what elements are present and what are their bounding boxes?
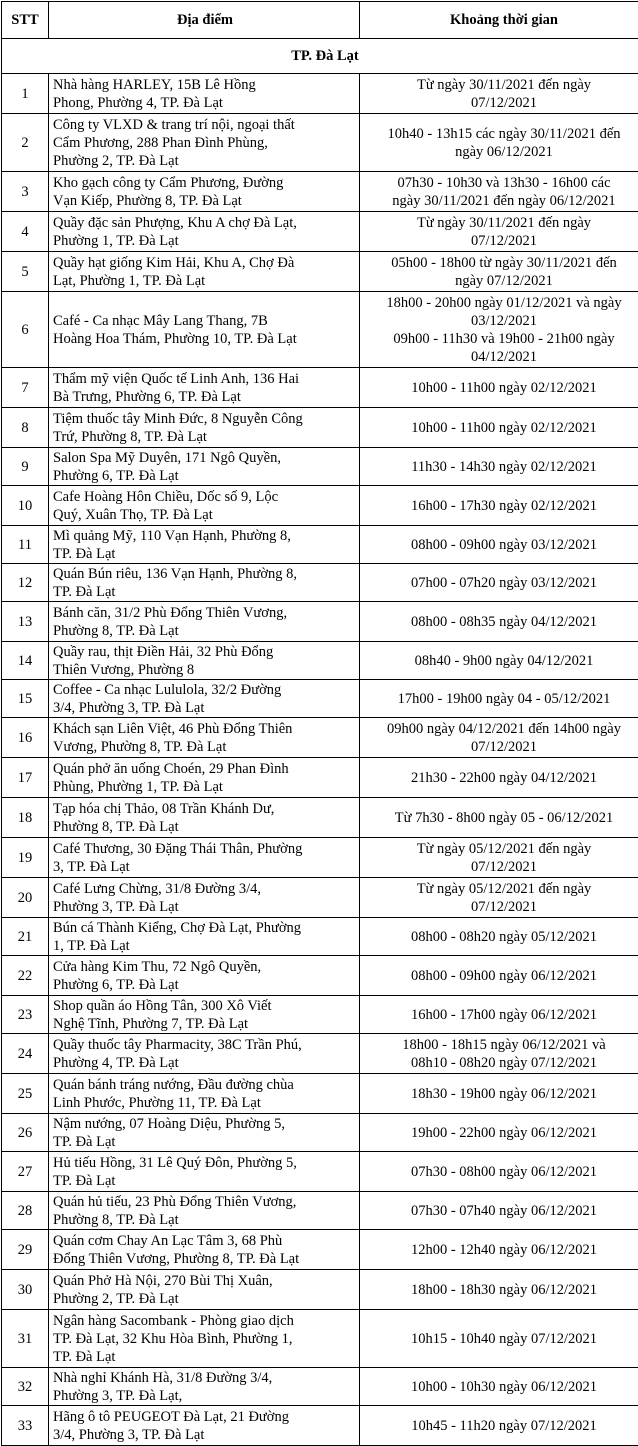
row-time	[360, 292, 638, 368]
row-time	[360, 408, 638, 448]
table-row	[2, 1192, 638, 1230]
location-line: Cafe Hoàng Hôn Chiều, Dốc số 9, Lộc	[53, 488, 357, 506]
row-time	[360, 486, 638, 526]
location-line: Cẩm Phương, 288 Phan Đình Phùng,	[53, 134, 357, 152]
time-line: 07/12/2021	[362, 898, 638, 916]
location-line: 3/4, Phường 3, TP. Đà Lạt	[53, 1426, 357, 1444]
row-location	[49, 718, 360, 758]
time-line: ngày 07/12/2021	[362, 272, 638, 290]
row-stt: 26	[2, 1114, 49, 1152]
row-location	[49, 602, 360, 642]
time-line: 18h00 - 20h00 ngày 01/12/2021 và ngày	[362, 294, 638, 312]
location-line: Quầy hạt giống Kim Hải, Khu A, Chợ Đà	[53, 254, 357, 272]
location-line: Phường 6, TP. Đà Lạt	[53, 976, 357, 994]
table-row	[2, 956, 638, 996]
row-time	[360, 956, 638, 996]
location-line: Phường 8, TP. Đà Lạt	[53, 1211, 357, 1229]
location-line: Phường 3, TP. Đà Lạt,	[53, 1387, 357, 1405]
row-time	[360, 252, 638, 292]
time-line: 07h30 - 07h40 ngày 06/12/2021	[362, 1202, 638, 1220]
row-stt: 33	[2, 1406, 49, 1446]
table-row	[2, 1310, 638, 1368]
location-line: TP. Đà Lạt, 32 Khu Hòa Bình, Phường 1,	[53, 1330, 357, 1348]
row-location	[49, 1368, 360, 1406]
time-line: 10h15 - 10h40 ngày 07/12/2021	[362, 1330, 638, 1348]
time-line: Từ ngày 30/11/2021 đến ngày	[362, 214, 638, 232]
row-location	[49, 1310, 360, 1368]
row-time	[360, 448, 638, 486]
location-line: Phong, Phường 4, TP. Đà Lạt	[53, 94, 357, 112]
table-row	[2, 838, 638, 878]
table-row	[2, 252, 638, 292]
row-time	[360, 368, 638, 408]
row-location	[49, 996, 360, 1034]
time-line: 10h40 - 13h15 các ngày 30/11/2021 đến	[362, 125, 638, 143]
row-time	[360, 680, 638, 718]
row-location	[49, 758, 360, 798]
row-time	[360, 602, 638, 642]
row-stt: 17	[2, 758, 49, 798]
row-stt: 29	[2, 1230, 49, 1270]
row-stt: 24	[2, 1034, 49, 1074]
row-stt: 14	[2, 642, 49, 680]
table-row	[2, 642, 638, 680]
location-line: Nhà nghỉ Khánh Hà, 31/8 Đường 3/4,	[53, 1369, 357, 1387]
location-line: Mì quảng Mỹ, 110 Vạn Hạnh, Phường 8,	[53, 527, 357, 545]
location-line: Quầy đặc sản Phượng, Khu A chợ Đà Lạt,	[53, 214, 357, 232]
row-time	[360, 1152, 638, 1192]
row-stt: 1	[2, 74, 49, 114]
location-line: Linh Phước, Phường 11, TP. Đà Lạt	[53, 1094, 357, 1112]
table-row	[2, 172, 638, 212]
time-line: 07h00 - 07h20 ngày 03/12/2021	[362, 574, 638, 592]
time-line: 09h00 ngày 04/12/2021 đến 14h00 ngày	[362, 720, 638, 738]
table-row	[2, 114, 638, 172]
location-line: Phùng, Phường 1, TP. Đà Lạt	[53, 778, 357, 796]
row-location	[49, 408, 360, 448]
row-location	[49, 642, 360, 680]
time-line: 18h00 - 18h30 ngày 06/12/2021	[362, 1281, 638, 1299]
table-row	[2, 368, 638, 408]
time-line: Từ ngày 30/11/2021 đến ngày	[362, 76, 638, 94]
row-time	[360, 996, 638, 1034]
table-row	[2, 1230, 638, 1270]
location-line: Thiên Vương, Phường 8	[53, 661, 357, 679]
time-line: 19h00 - 22h00 ngày 06/12/2021	[362, 1124, 638, 1142]
table-row	[2, 1114, 638, 1152]
location-line: Trứ, Phường 8, TP. Đà Lạt	[53, 428, 357, 446]
row-location	[49, 564, 360, 602]
row-location	[49, 74, 360, 114]
location-line: TP. Đà Lạt	[53, 583, 357, 601]
location-line: Phường 2, TP. Đà Lạt	[53, 152, 357, 170]
row-stt: 3	[2, 172, 49, 212]
location-line: Khách sạn Liên Việt, 46 Phù Đổng Thiên	[53, 720, 357, 738]
time-line: 07h30 - 10h30 và 13h30 - 16h00 các	[362, 174, 638, 192]
time-line: 04/12/2021	[362, 348, 638, 366]
location-line: Phường 8, TP. Đà Lạt	[53, 622, 357, 640]
row-location	[49, 114, 360, 172]
location-line: TP. Đà Lạt	[53, 1348, 357, 1366]
table-row	[2, 486, 638, 526]
row-time	[360, 758, 638, 798]
location-line: Hủ tiếu Hồng, 31 Lê Quý Đôn, Phường 5,	[53, 1154, 357, 1172]
row-stt: 16	[2, 718, 49, 758]
row-location	[49, 1230, 360, 1270]
row-time	[360, 918, 638, 956]
location-line: Vương, Phường 8, TP. Đà Lạt	[53, 738, 357, 756]
table-row	[2, 526, 638, 564]
location-line: TP. Đà Lạt	[53, 1172, 357, 1190]
row-stt: 21	[2, 918, 49, 956]
time-line: 08h10 - 08h20 ngày 07/12/2021	[362, 1054, 638, 1072]
time-line: 08h40 - 9h00 ngày 04/12/2021	[362, 652, 638, 670]
location-line: Quán bánh tráng nướng, Đầu đường chùa	[53, 1076, 357, 1094]
time-line: 10h00 - 11h00 ngày 02/12/2021	[362, 419, 638, 437]
location-line: Nậm nướng, 07 Hoàng Diệu, Phường 5,	[53, 1115, 357, 1133]
time-line: 08h00 - 08h35 ngày 04/12/2021	[362, 613, 638, 631]
time-line: 10h00 - 11h00 ngày 02/12/2021	[362, 379, 638, 397]
row-location	[49, 680, 360, 718]
time-line: 10h00 - 10h30 ngày 06/12/2021	[362, 1378, 638, 1396]
row-time	[360, 1192, 638, 1230]
row-location	[49, 212, 360, 252]
location-line: Bún cá Thành Kiểng, Chợ Đà Lạt, Phường	[53, 919, 357, 937]
table-row	[2, 1034, 638, 1074]
row-time	[360, 114, 638, 172]
location-line: Công ty VLXD & trang trí nội, ngoại thất	[53, 116, 357, 134]
row-stt: 20	[2, 878, 49, 918]
row-stt: 4	[2, 212, 49, 252]
time-line: Từ 7h30 - 8h00 ngày 05 - 06/12/2021	[362, 809, 638, 827]
location-line: Bánh căn, 31/2 Phù Đổng Thiên Vương,	[53, 604, 357, 622]
location-line: Phường 4, TP. Đà Lạt	[53, 1054, 357, 1072]
row-location	[49, 486, 360, 526]
row-stt: 13	[2, 602, 49, 642]
row-time	[360, 74, 638, 114]
row-location	[49, 918, 360, 956]
row-time	[360, 172, 638, 212]
row-time	[360, 1406, 638, 1446]
row-location	[49, 1074, 360, 1114]
header-row	[2, 2, 638, 39]
time-line: 12h00 - 12h40 ngày 06/12/2021	[362, 1241, 638, 1259]
time-line: ngày 06/12/2021	[362, 143, 638, 161]
location-line: Nhà hàng HARLEY, 15B Lê Hồng	[53, 76, 357, 94]
time-line: 07h30 - 08h00 ngày 06/12/2021	[362, 1163, 638, 1181]
location-line: Quầy thuốc tây Pharmacity, 38C Trần Phú,	[53, 1036, 357, 1054]
row-time	[360, 878, 638, 918]
row-location	[49, 292, 360, 368]
row-time	[360, 1368, 638, 1406]
location-line: 3/4, Phường 3, TP. Đà Lạt	[53, 699, 357, 717]
location-line: TP. Đà Lạt	[53, 1133, 357, 1151]
row-stt: 8	[2, 408, 49, 448]
row-time	[360, 838, 638, 878]
row-stt: 28	[2, 1192, 49, 1230]
location-line: Café Thương, 30 Đặng Thái Thân, Phường	[53, 840, 357, 858]
time-line: 18h00 - 18h15 ngày 06/12/2021 và	[362, 1036, 638, 1054]
row-location	[49, 798, 360, 838]
time-line: 17h00 - 19h00 ngày 04 - 05/12/2021	[362, 690, 638, 708]
row-stt: 22	[2, 956, 49, 996]
location-line: Phường 3, TP. Đà Lạt	[53, 898, 357, 916]
section-row	[2, 39, 638, 74]
row-location	[49, 368, 360, 408]
row-location	[49, 1034, 360, 1074]
location-line: Tiệm thuốc tây Minh Đức, 8 Nguyễn Công	[53, 410, 357, 428]
time-line: Từ ngày 05/12/2021 đến ngày	[362, 880, 638, 898]
row-stt: 6	[2, 292, 49, 368]
header-location: Địa điểm	[49, 2, 360, 39]
table-row	[2, 798, 638, 838]
row-location	[49, 878, 360, 918]
location-line: 3, TP. Đà Lạt	[53, 858, 357, 876]
location-line: Bà Trưng, Phường 6, TP. Đà Lạt	[53, 388, 357, 406]
row-time	[360, 642, 638, 680]
time-line: 07/12/2021	[362, 232, 638, 250]
row-time	[360, 212, 638, 252]
time-line: 18h30 - 19h00 ngày 06/12/2021	[362, 1085, 638, 1103]
location-line: Café Lưng Chừng, 31/8 Đường 3/4,	[53, 880, 357, 898]
row-location	[49, 1152, 360, 1192]
location-line: Phường 8, TP. Đà Lạt	[53, 818, 357, 836]
row-stt: 12	[2, 564, 49, 602]
location-line: Cửa hàng Kim Thu, 72 Ngô Quyền,	[53, 958, 357, 976]
row-location	[49, 252, 360, 292]
row-location	[49, 1114, 360, 1152]
location-line: Quán Phở Hà Nội, 270 Bùi Thị Xuân,	[53, 1272, 357, 1290]
row-location	[49, 1192, 360, 1230]
row-location	[49, 172, 360, 212]
time-line: 03/12/2021	[362, 312, 638, 330]
location-line: Phường 1, TP. Đà Lạt	[53, 232, 357, 250]
row-location	[49, 838, 360, 878]
time-line: 07/12/2021	[362, 738, 638, 756]
row-stt: 15	[2, 680, 49, 718]
row-stt: 11	[2, 526, 49, 564]
table-row	[2, 1270, 638, 1310]
location-line: Nghệ Tĩnh, Phường 7, TP. Đà Lạt	[53, 1015, 357, 1033]
row-stt: 7	[2, 368, 49, 408]
location-line: Ngân hàng Sacombank - Phòng giao dịch	[53, 1312, 357, 1330]
location-line: Café - Ca nhạc Mây Lang Thang, 7B	[53, 312, 357, 330]
time-line: 09h00 - 11h30 và 19h00 - 21h00 ngày	[362, 330, 638, 348]
table-row	[2, 448, 638, 486]
table-row	[2, 564, 638, 602]
time-line: 21h30 - 22h00 ngày 04/12/2021	[362, 769, 638, 787]
table-row	[2, 918, 638, 956]
locations-table	[1, 1, 638, 1446]
location-line: Đổng Thiên Vương, Phường 8, TP. Đà Lạt	[53, 1250, 357, 1268]
location-line: Phường 6, TP. Đà Lạt	[53, 467, 357, 485]
table-row	[2, 602, 638, 642]
row-stt: 10	[2, 486, 49, 526]
time-line: Từ ngày 05/12/2021 đến ngày	[362, 840, 638, 858]
row-time	[360, 526, 638, 564]
row-time	[360, 798, 638, 838]
location-line: Lạt, Phường 1, TP. Đà Lạt	[53, 272, 357, 290]
location-line: Tạp hóa chị Thảo, 08 Trần Khánh Dư,	[53, 800, 357, 818]
row-stt: 9	[2, 448, 49, 486]
row-time	[360, 1270, 638, 1310]
table-row	[2, 292, 638, 368]
location-line: TP. Đà Lạt	[53, 545, 357, 563]
table-row	[2, 758, 638, 798]
row-location	[49, 448, 360, 486]
time-line: 10h45 - 11h20 ngày 07/12/2021	[362, 1417, 638, 1435]
table-row	[2, 408, 638, 448]
location-line: Kho gạch công ty Cẩm Phương, Đường	[53, 174, 357, 192]
location-line: Quán cơm Chay An Lạc Tâm 3, 68 Phù	[53, 1232, 357, 1250]
header-stt: STT	[2, 2, 49, 39]
section-title: TP. Đà Lạt	[2, 39, 638, 74]
location-line: Shop quần áo Hồng Tân, 300 Xô Viết	[53, 997, 357, 1015]
row-location	[49, 526, 360, 564]
location-line: Hoàng Hoa Thám, Phường 10, TP. Đà Lạt	[53, 330, 357, 348]
location-line: Quán hủ tiếu, 23 Phù Đổng Thiên Vương,	[53, 1193, 357, 1211]
time-line: 16h00 - 17h00 ngày 06/12/2021	[362, 1006, 638, 1024]
table-row	[2, 1406, 638, 1446]
row-stt: 30	[2, 1270, 49, 1310]
location-line: Quý, Xuân Thọ, TP. Đà Lạt	[53, 506, 357, 524]
row-stt: 32	[2, 1368, 49, 1406]
row-time	[360, 1034, 638, 1074]
row-location	[49, 956, 360, 996]
table-row	[2, 878, 638, 918]
time-line: 07/12/2021	[362, 94, 638, 112]
time-line: 07/12/2021	[362, 858, 638, 876]
row-stt: 25	[2, 1074, 49, 1114]
time-line: 08h00 - 09h00 ngày 06/12/2021	[362, 967, 638, 985]
row-time	[360, 1310, 638, 1368]
table-row	[2, 718, 638, 758]
time-line: 16h00 - 17h30 ngày 02/12/2021	[362, 497, 638, 515]
row-stt: 23	[2, 996, 49, 1034]
row-stt: 2	[2, 114, 49, 172]
location-line: Quầy rau, thịt Điền Hải, 32 Phù Đổng	[53, 643, 357, 661]
row-time	[360, 564, 638, 602]
table-row	[2, 680, 638, 718]
row-stt: 5	[2, 252, 49, 292]
row-time	[360, 718, 638, 758]
location-line: Coffee - Ca nhạc Lululola, 32/2 Đường	[53, 681, 357, 699]
table-row	[2, 1368, 638, 1406]
location-line: 1, TP. Đà Lạt	[53, 937, 357, 955]
row-time	[360, 1230, 638, 1270]
row-location	[49, 1406, 360, 1446]
time-line: 08h00 - 08h20 ngày 05/12/2021	[362, 928, 638, 946]
location-line: Vạn Kiếp, Phường 8, TP. Đà Lạt	[53, 192, 357, 210]
location-line: Hãng ô tô PEUGEOT Đà Lạt, 21 Đường	[53, 1408, 357, 1426]
row-time	[360, 1114, 638, 1152]
row-stt: 18	[2, 798, 49, 838]
table-row	[2, 996, 638, 1034]
table-row	[2, 1152, 638, 1192]
row-location	[49, 1270, 360, 1310]
location-line: Quán Bún riêu, 136 Vạn Hạnh, Phường 8,	[53, 565, 357, 583]
time-line: 11h30 - 14h30 ngày 02/12/2021	[362, 458, 638, 476]
location-line: Salon Spa Mỹ Duyên, 171 Ngô Quyền,	[53, 449, 357, 467]
row-stt: 19	[2, 838, 49, 878]
row-stt: 27	[2, 1152, 49, 1192]
location-line: Phường 2, TP. Đà Lạt	[53, 1290, 357, 1308]
table-row	[2, 1074, 638, 1114]
table-row	[2, 212, 638, 252]
time-line: 08h00 - 09h00 ngày 03/12/2021	[362, 536, 638, 554]
row-stt: 31	[2, 1310, 49, 1368]
table-row	[2, 74, 638, 114]
row-time	[360, 1074, 638, 1114]
location-line: Quán phở ăn uống Choén, 29 Phan Đình	[53, 760, 357, 778]
time-line: 05h00 - 18h00 từ ngày 30/11/2021 đến	[362, 254, 638, 272]
location-line: Thẩm mỹ viện Quốc tế Linh Anh, 136 Hai	[53, 370, 357, 388]
time-line: ngày 30/11/2021 đến ngày 06/12/2021	[362, 192, 638, 210]
header-time: Khoảng thời gian	[360, 2, 638, 39]
